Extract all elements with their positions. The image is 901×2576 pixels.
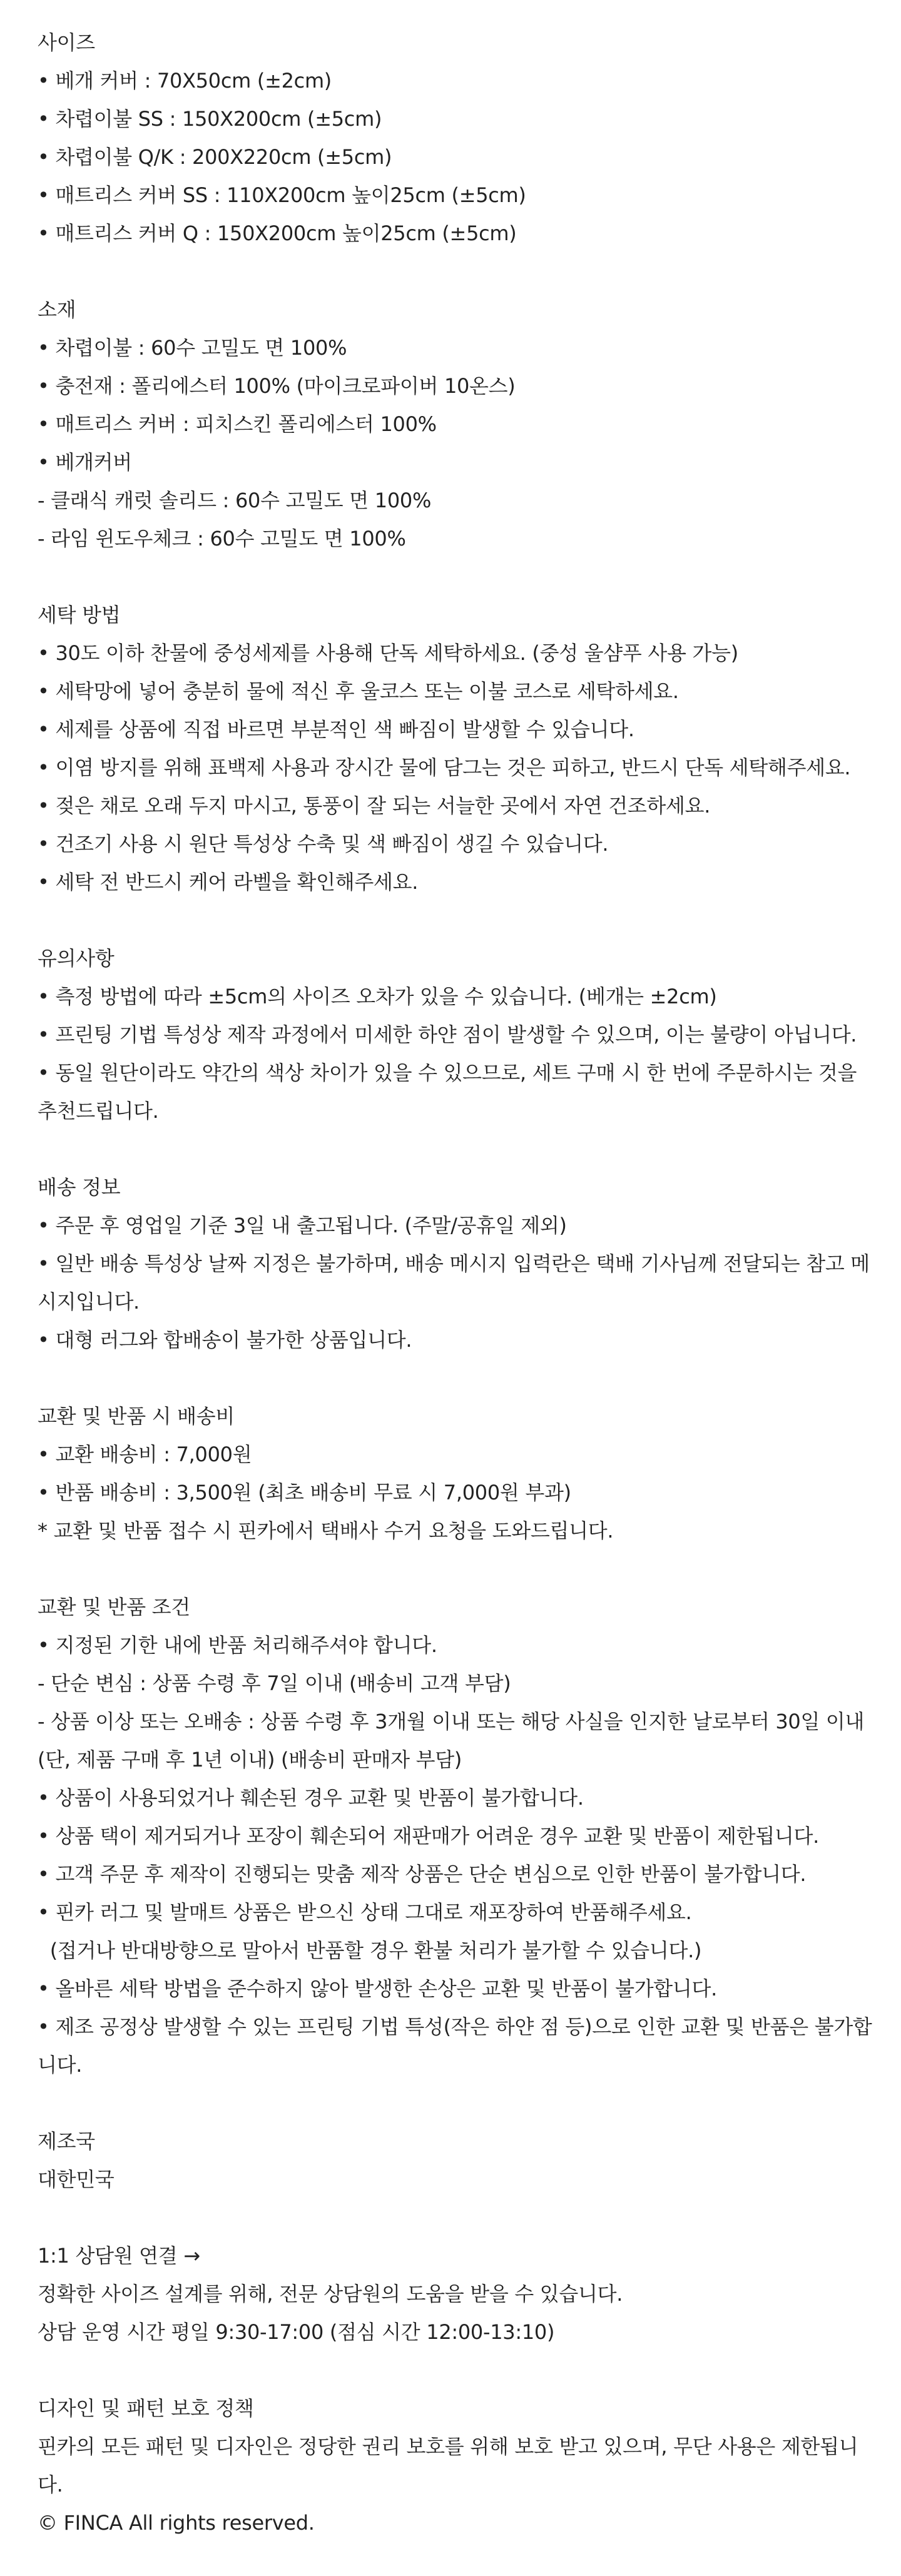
return-conditions-line: • 상품 택이 제거되거나 포장이 훼손되어 재판매가 어려운 경우 교환 및 반품이 제한됩니다. xyxy=(38,1824,819,1848)
return-conditions-line: 니다. xyxy=(38,2053,83,2077)
washing-line: • 세탁 전 반드시 케어 라벨을 확인해주세요. xyxy=(38,870,419,894)
shipping-line: • 주문 후 영업일 기준 3일 내 출고됩니다. (주말/공휴일 제외) xyxy=(38,1214,567,1237)
size-line: • 베개 커버 : 70X50cm (±2cm) xyxy=(38,69,332,93)
material-line: • 차렵이불 : 60수 고밀도 면 100% xyxy=(38,336,347,360)
material-line: • 베개커버 xyxy=(38,450,132,474)
design-policy-line: 다. xyxy=(38,2473,63,2497)
section-heading-return-conditions: 교환 및 반품 조건 xyxy=(38,1595,190,1619)
return-conditions-line: • 제조 공정상 발생할 수 있는 프린팅 기법 특성(작은 하얀 점 등)으로 인한 교환 및 반품은 불가합 xyxy=(38,2015,872,2039)
washing-line: • 30도 이하 찬물에 중성세제를 사용해 단독 세탁하세요. (중성 울샴푸 사용 가능) xyxy=(38,641,738,665)
section-heading-origin: 제조국 xyxy=(38,2129,95,2153)
return-conditions-line: (단, 제품 구매 후 1년 이내) (배송비 판매자 부담) xyxy=(38,1748,462,1772)
washing-line: • 세제를 상품에 직접 바르면 부분적인 색 빠짐이 발생할 수 있습니다. xyxy=(38,718,634,741)
return-conditions-line: • 올바른 세탁 방법을 준수하지 않아 발생한 손상은 교환 및 반품이 불가합니다. xyxy=(38,1977,718,2000)
return-conditions-line: (접거나 반대방향으로 말아서 반품할 경우 환불 처리가 불가할 수 있습니다.) xyxy=(38,1939,702,1962)
return-fee-line: * 교환 및 반품 접수 시 핀카에서 택배사 수거 요청을 도와드립니다. xyxy=(38,1519,614,1543)
notes-line: • 프린팅 기법 특성상 제작 과정에서 미세한 하얀 점이 발생할 수 있으며, 이는 불량이 아닙니다. xyxy=(38,1023,857,1047)
return-conditions-line: - 단순 변심 : 상품 수령 후 7일 이내 (배송비 고객 부담) xyxy=(38,1671,511,1695)
return-conditions-line: - 상품 이상 또는 오배송 : 상품 수령 후 3개월 이내 또는 해당 사실을 인지한 날로부터 30일 이내 xyxy=(38,1710,865,1733)
section-heading-notes: 유의사항 xyxy=(38,946,115,970)
washing-line: • 젖은 채로 오래 두지 마시고, 통풍이 잘 되는 서늘한 곳에서 자연 건조하세요. xyxy=(38,794,711,818)
design-policy-line: © FINCA All rights reserved. xyxy=(38,2511,315,2535)
washing-line: • 건조기 사용 시 원단 특성상 수축 및 색 빠짐이 생길 수 있습니다. xyxy=(38,832,609,856)
return-fee-line: • 교환 배송비 : 7,000원 xyxy=(38,1443,252,1466)
size-line: • 차렵이불 SS : 150X200cm (±5cm) xyxy=(38,107,382,131)
return-conditions-line: • 지정된 기한 내에 반품 처리해주셔야 합니다. xyxy=(38,1633,437,1657)
consultation-line: 정확한 사이즈 설계를 위해, 전문 상담원의 도움을 받을 수 있습니다. xyxy=(38,2282,623,2306)
shipping-line: • 대형 러그와 합배송이 불가한 상품입니다. xyxy=(38,1328,412,1352)
material-line: - 라임 윈도우체크 : 60수 고밀도 면 100% xyxy=(38,527,406,550)
return-conditions-line: • 핀카 러그 및 발매트 상품은 받으신 상태 그대로 재포장하여 반품해주세요. xyxy=(38,1900,692,1924)
section-heading-material: 소재 xyxy=(38,298,76,322)
notes-line: • 측정 방법에 따라 ±5cm의 사이즈 오차가 있을 수 있습니다. (베개는 ±2cm) xyxy=(38,985,717,1008)
consultation-link[interactable]: 1:1 상담원 연결 → xyxy=(38,2244,200,2268)
origin-line: 대한민국 xyxy=(38,2168,115,2191)
return-conditions-line: • 상품이 사용되었거나 훼손된 경우 교환 및 반품이 불가합니다. xyxy=(38,1786,584,1810)
washing-line: • 이염 방지를 위해 표백제 사용과 장시간 물에 담그는 것은 피하고, 반드시 단독 세탁해주세요. xyxy=(38,756,851,779)
return-fee-line: • 반품 배송비 : 3,500원 (최초 배송비 무료 시 7,000원 부과) xyxy=(38,1481,571,1504)
section-heading-design-policy: 디자인 및 패턴 보호 정책 xyxy=(38,2396,254,2420)
size-line: • 매트리스 커버 Q : 150X200cm 높이25cm (±5cm) xyxy=(38,221,517,245)
design-policy-line: 핀카의 모든 패턴 및 디자인은 정당한 권리 보호를 위해 보호 받고 있으며, 무단 사용은 제한됩니 xyxy=(38,2435,858,2458)
material-line: • 충전재 : 폴리에스터 100% (마이크로파이버 10온스) xyxy=(38,374,516,398)
section-heading-size: 사이즈 xyxy=(38,31,95,54)
section-heading-shipping: 배송 정보 xyxy=(38,1175,121,1199)
washing-line: • 세탁망에 넣어 충분히 물에 적신 후 울코스 또는 이불 코스로 세탁하세요. xyxy=(38,679,679,703)
return-conditions-line: • 고객 주문 후 제작이 진행되는 맞춤 제작 상품은 단순 변심으로 인한 반품이 불가합니다. xyxy=(38,1862,807,1886)
shipping-line: • 일반 배송 특성상 날짜 지정은 불가하며, 배송 메시지 입력란은 택배 기사님께 전달되는 참고 메 xyxy=(38,1252,870,1275)
size-line: • 차렵이불 Q/K : 200X220cm (±5cm) xyxy=(38,145,392,169)
shipping-line: 시지입니다. xyxy=(38,1290,140,1314)
material-line: - 클래식 캐럿 솔리드 : 60수 고밀도 면 100% xyxy=(38,489,432,512)
notes-line: • 동일 원단이라도 약간의 색상 차이가 있을 수 있으므로, 세트 구매 시 한 번에 주문하시는 것을 xyxy=(38,1061,857,1085)
size-line: • 매트리스 커버 SS : 110X200cm 높이25cm (±5cm) xyxy=(38,183,526,207)
consultation-line: 상담 운영 시간 평일 9:30-17:00 (점심 시간 12:00-13:10) xyxy=(38,2320,555,2344)
material-line: • 매트리스 커버 : 피치스킨 폴리에스터 100% xyxy=(38,412,437,436)
notes-line: 추천드립니다. xyxy=(38,1099,159,1123)
section-heading-washing: 세탁 방법 xyxy=(38,603,121,627)
section-heading-return-fee: 교환 및 반품 시 배송비 xyxy=(38,1404,235,1428)
